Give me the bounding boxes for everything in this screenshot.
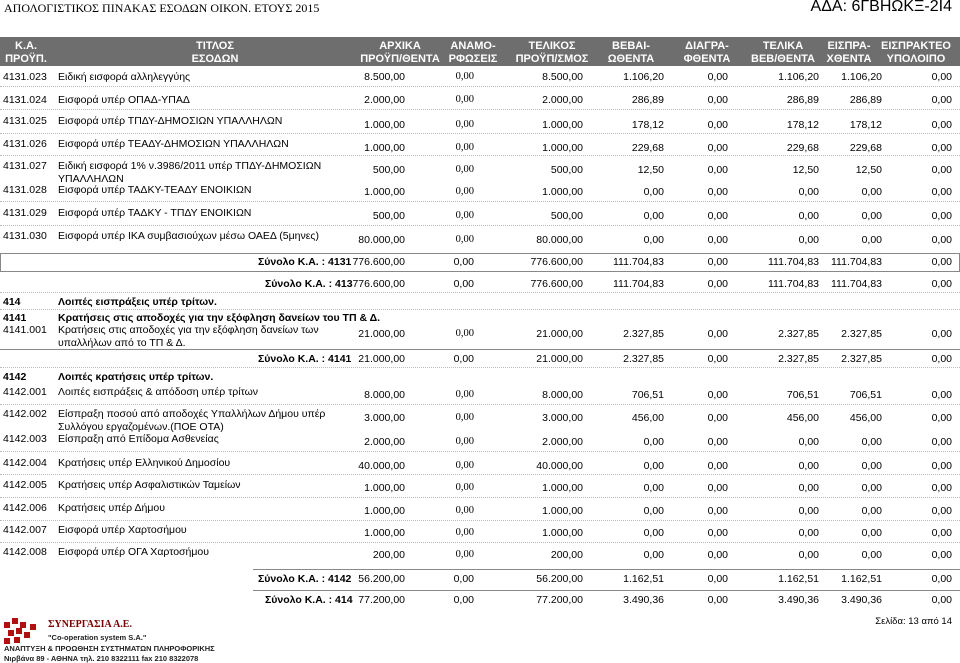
- amount-cell: 0,00: [455, 71, 474, 82]
- amount-cell: 0,00: [861, 482, 882, 494]
- amount-cell: 111.704,83: [831, 278, 882, 290]
- row-description: Κρατήσεις στις αποδοχές για την εξόφληση δανείων του ΤΠ & Δ.: [58, 312, 381, 324]
- row-description: Κρατήσεις υπέρ Ασφαλιστικών Ταμείων: [58, 479, 241, 491]
- amount-cell: 8.000,00: [542, 389, 583, 401]
- amount-cell: 178,12: [849, 119, 882, 131]
- amount-cell: 56.200,00: [536, 573, 583, 585]
- row-description: Κρατήσεις στις αποδοχές για την εξόφληση δανείων των: [58, 324, 319, 336]
- amount-cell: 0,00: [931, 278, 952, 290]
- amount-cell: 0,00: [707, 234, 728, 246]
- amount-cell: 111.704,83: [768, 256, 819, 268]
- amount-cell: 8.000,00: [364, 389, 405, 401]
- account-code: 4131.025: [3, 115, 47, 127]
- amount-cell: 0,00: [931, 234, 952, 246]
- amount-cell: 0,00: [455, 412, 474, 423]
- company-logo-icon: [4, 614, 40, 644]
- amount-cell: 0,00: [931, 527, 952, 539]
- row-description: Ειδική εισφορά 1% ν.3986/2011 υπέρ ΤΠΔΥ-ΔΗΜΟΣΙΩΝ: [58, 160, 322, 172]
- amount-cell: 1.000,00: [364, 186, 405, 198]
- amount-cell: 2.327,85: [778, 328, 819, 340]
- account-code: 4142.005: [3, 479, 47, 491]
- amount-cell: 0,00: [931, 505, 952, 517]
- row-description: Είσπραξη ποσού από αποδοχές Υπαλλήλων Δήμου υπέρ: [58, 408, 326, 420]
- amount-cell: 12,50: [637, 164, 664, 176]
- amount-cell: 0,00: [707, 164, 728, 176]
- amount-cell: 8.500,00: [364, 71, 405, 83]
- amount-cell: 1.000,00: [542, 482, 583, 494]
- amount-cell: 0,00: [707, 210, 728, 222]
- amount-cell: 776.600,00: [352, 256, 405, 268]
- amount-cell: 0,00: [931, 573, 952, 585]
- amount-cell: 1.000,00: [364, 482, 405, 494]
- amount-cell: 0,00: [453, 594, 474, 606]
- amount-cell: 56.200,00: [358, 573, 405, 585]
- amount-cell: 0,00: [931, 436, 952, 448]
- amount-cell: 0,00: [798, 549, 819, 561]
- amount-cell: 706,51: [786, 389, 819, 401]
- amount-cell: 229,68: [631, 142, 664, 154]
- amount-cell: 1.000,00: [364, 142, 405, 154]
- amount-cell: 0,00: [798, 436, 819, 448]
- document-title: ΑΠΟΛΟΓΙΣΤΙΚΟΣ ΠΙΝΑΚΑΣ ΕΣΟΔΩΝ ΟΙΚΟΝ. ΕΤΟΥΣ 2015: [4, 1, 320, 15]
- row-description: Εισφορά υπέρ ΤΕΑΔΥ-ΔΗΜΟΣΙΩΝ ΥΠΑΛΛΗΛΩΝ: [58, 138, 289, 150]
- amount-cell: 8.500,00: [542, 71, 583, 83]
- amount-cell: 706,51: [849, 389, 882, 401]
- amount-cell: 0,00: [707, 573, 728, 585]
- amount-cell: 776.600,00: [530, 256, 583, 268]
- amount-cell: 0,00: [798, 505, 819, 517]
- amount-cell: 111.704,83: [613, 256, 664, 268]
- row-description: Συλλόγου εργαζομένων.(ΠΟΕ ΟΤΑ): [58, 421, 224, 433]
- amount-cell: 0,00: [455, 94, 474, 105]
- amount-cell: 0,00: [707, 71, 728, 83]
- amount-cell: 0,00: [931, 186, 952, 198]
- amount-cell: 0,00: [861, 186, 882, 198]
- amount-cell: 0,00: [455, 505, 474, 516]
- amount-cell: 0,00: [643, 436, 664, 448]
- account-code: 4141: [3, 312, 27, 324]
- amount-cell: 456,00: [786, 412, 819, 424]
- amount-cell: 0,00: [707, 549, 728, 561]
- amount-cell: 0,00: [931, 460, 952, 472]
- amount-cell: 0,00: [931, 164, 952, 176]
- amount-cell: 0,00: [707, 482, 728, 494]
- amount-cell: 0,00: [931, 594, 952, 606]
- amount-cell: 2.327,85: [841, 328, 882, 340]
- table-header: [0, 37, 960, 66]
- account-code: 4131.029: [3, 207, 47, 219]
- amount-cell: 0,00: [798, 186, 819, 198]
- amount-cell: 3.490,36: [778, 594, 819, 606]
- amount-cell: 1.106,20: [623, 71, 664, 83]
- row-description: Σύνολο Κ.Α. : 413: [265, 278, 353, 290]
- row-description: Εισφορά υπέρ ΤΑΔΚΥ-ΤΕΑΔΥ ΕΝΟΙΚΙΩΝ: [58, 184, 252, 196]
- amount-cell: 0,00: [707, 142, 728, 154]
- amount-cell: 80.000,00: [536, 234, 583, 246]
- col-header-final-certified: ΤΕΛΙΚΑ ΒΕΒ/ΘΕΝΤΑ: [751, 40, 815, 65]
- amount-cell: 0,00: [643, 460, 664, 472]
- amount-cell: 0,00: [707, 505, 728, 517]
- amount-cell: 0,00: [931, 482, 952, 494]
- amount-cell: 2.327,85: [841, 353, 882, 365]
- company-address: Νιρβάνα 89 - ΑΘΗΝΑ τηλ. 210 8322111 fax 210 8322078: [4, 654, 199, 663]
- amount-cell: 0,00: [861, 436, 882, 448]
- account-code: 4131.027: [3, 160, 47, 172]
- row-description: Λοιπές εισπράξεις & απόδοση υπέρ τρίτων: [58, 386, 259, 398]
- page-number: Σελίδα: 13 από 14: [875, 616, 952, 627]
- amount-cell: 1.000,00: [364, 505, 405, 517]
- amount-cell: 3.000,00: [364, 412, 405, 424]
- amount-cell: 0,00: [455, 142, 474, 153]
- amount-cell: 2.327,85: [778, 353, 819, 365]
- amount-cell: 0,00: [643, 234, 664, 246]
- amount-cell: 0,00: [643, 482, 664, 494]
- amount-cell: 0,00: [861, 460, 882, 472]
- amount-cell: 2.327,85: [623, 328, 664, 340]
- account-code: 4142.001: [3, 386, 47, 398]
- account-code: 4141.001: [3, 324, 47, 336]
- amount-cell: 1.000,00: [364, 119, 405, 131]
- amount-cell: 286,89: [631, 94, 664, 106]
- col-header-certified: ΒΕΒΑΙ- ΩΘΕΝΤΑ: [607, 40, 655, 65]
- amount-cell: 200,00: [550, 549, 583, 561]
- amount-cell: 1.000,00: [542, 527, 583, 539]
- amount-cell: 0,00: [707, 328, 728, 340]
- amount-cell: 0,00: [455, 389, 474, 400]
- amount-cell: 21.000,00: [358, 353, 405, 365]
- account-code: 4142.004: [3, 457, 47, 469]
- amount-cell: 0,00: [931, 412, 952, 424]
- row-description: Εισφορά υπέρ ΤΑΔΚΥ - ΤΠΔΥ ΕΝΟΙΚΙΩΝ: [58, 207, 252, 219]
- amount-cell: 12,50: [792, 164, 819, 176]
- amount-cell: 456,00: [849, 412, 882, 424]
- amount-cell: 21.000,00: [536, 353, 583, 365]
- col-header-initial: ΑΡΧΙΚΑ ΠΡΟΫΠ/ΘΕΝΤΑ: [360, 40, 440, 65]
- amount-cell: 0,00: [931, 119, 952, 131]
- amount-cell: 0,00: [861, 234, 882, 246]
- amount-cell: 1.106,20: [778, 71, 819, 83]
- amount-cell: 1.106,20: [841, 71, 882, 83]
- amount-cell: 0,00: [643, 505, 664, 517]
- amount-cell: 40.000,00: [536, 460, 583, 472]
- account-code: 4131.030: [3, 230, 47, 242]
- amount-cell: 706,51: [631, 389, 664, 401]
- amount-cell: 0,00: [798, 234, 819, 246]
- amount-cell: 111.704,83: [768, 278, 819, 290]
- account-code: 4142.006: [3, 502, 47, 514]
- row-description: Λοιπές κρατήσεις υπέρ τρίτων.: [58, 371, 214, 383]
- amount-cell: 1.000,00: [542, 505, 583, 517]
- amount-cell: 286,89: [849, 94, 882, 106]
- row-description: ΥΠΑΛΛΗΛΩΝ: [58, 173, 124, 185]
- amount-cell: 776.600,00: [352, 278, 405, 290]
- row-description: Σύνολο Κ.Α. : 4141: [258, 353, 352, 365]
- amount-cell: 0,00: [861, 210, 882, 222]
- amount-cell: 0,00: [931, 353, 952, 365]
- amount-cell: 0,00: [707, 256, 728, 268]
- amount-cell: 229,68: [849, 142, 882, 154]
- amount-cell: 2.327,85: [623, 353, 664, 365]
- amount-cell: 2.000,00: [364, 94, 405, 106]
- amount-cell: 0,00: [861, 549, 882, 561]
- amount-cell: 1.162,51: [778, 573, 819, 585]
- amount-cell: 77.200,00: [536, 594, 583, 606]
- row-description: Κρατήσεις υπέρ Δήμου: [58, 502, 165, 514]
- amount-cell: 0,00: [455, 460, 474, 471]
- account-code: 4131.028: [3, 184, 47, 196]
- row-description: Κρατήσεις υπέρ Ελληνικού Δημοσίου: [58, 457, 231, 469]
- amount-cell: 1.000,00: [364, 527, 405, 539]
- amount-cell: 0,00: [455, 164, 474, 175]
- amount-cell: 0,00: [931, 328, 952, 340]
- amount-cell: 0,00: [455, 549, 474, 560]
- amount-cell: 2.000,00: [542, 94, 583, 106]
- row-description: Είσπραξη από Επίδομα Ασθενείας: [58, 433, 219, 445]
- row-description: υπαλλήλων από το ΤΠ & Δ.: [58, 337, 186, 349]
- amount-cell: 0,00: [453, 256, 474, 268]
- amount-cell: 0,00: [455, 328, 474, 339]
- amount-cell: 2.000,00: [364, 436, 405, 448]
- col-header-code: Κ.Α. ΠΡΟΫΠ.: [5, 40, 47, 65]
- amount-cell: 0,00: [707, 594, 728, 606]
- amount-cell: 3.000,00: [542, 412, 583, 424]
- amount-cell: 500,00: [372, 210, 405, 222]
- amount-cell: 0,00: [707, 278, 728, 290]
- amount-cell: 0,00: [643, 549, 664, 561]
- page-footer: [0, 600, 960, 663]
- amount-cell: 178,12: [786, 119, 819, 131]
- ada-code: ΑΔΑ: 6ΓΒΗΩΚΞ-2Ι4: [810, 0, 952, 15]
- row-description: Ειδική εισφορά αλληλεγγύης: [58, 71, 191, 83]
- company-description: ΑΝΑΠΤΥΞΗ & ΠΡΟΩΘΗΣΗ ΣΥΣΤΗΜΑΤΩΝ ΠΛΗΡΟΦΟΡΙΚΗΣ: [4, 644, 215, 653]
- amount-cell: 0,00: [798, 460, 819, 472]
- amount-cell: 0,00: [931, 94, 952, 106]
- company-name: ΣΥΝΕΡΓΑΣΙΑ Α.Ε.: [48, 619, 132, 630]
- amount-cell: 0,00: [455, 234, 474, 245]
- col-header-final-budget: ΤΕΛΙΚΟΣ ΠΡΟΫΠ/ΣΜΟΣ: [515, 40, 589, 65]
- account-code: 4142: [3, 371, 27, 383]
- row-description: Σύνολο Κ.Α. : 4131: [258, 256, 352, 268]
- amount-cell: 0,00: [861, 527, 882, 539]
- company-english-name: "Co-operation system S.A.": [48, 633, 147, 642]
- amount-cell: 0,00: [931, 549, 952, 561]
- amount-cell: 21.000,00: [358, 328, 405, 340]
- amount-cell: 229,68: [786, 142, 819, 154]
- col-header-amendments: ΑΝΑΜΟ- ΡΦΩΣΕΙΣ: [448, 40, 498, 65]
- amount-cell: 200,00: [372, 549, 405, 561]
- account-code: 4131.024: [3, 94, 47, 106]
- amount-cell: 500,00: [550, 164, 583, 176]
- amount-cell: 0,00: [707, 436, 728, 448]
- amount-cell: 111.704,83: [831, 256, 882, 268]
- amount-cell: 0,00: [455, 436, 474, 447]
- amount-cell: 0,00: [707, 389, 728, 401]
- amount-cell: 0,00: [707, 186, 728, 198]
- amount-cell: 0,00: [931, 256, 952, 268]
- amount-cell: 1.162,51: [841, 573, 882, 585]
- amount-cell: 0,00: [643, 210, 664, 222]
- amount-cell: 1.162,51: [623, 573, 664, 585]
- amount-cell: 12,50: [855, 164, 882, 176]
- amount-cell: 3.490,36: [623, 594, 664, 606]
- amount-cell: 0,00: [931, 142, 952, 154]
- amount-cell: 178,12: [631, 119, 664, 131]
- account-code: 4142.008: [3, 546, 47, 558]
- amount-cell: 500,00: [372, 164, 405, 176]
- amount-cell: 21.000,00: [536, 328, 583, 340]
- amount-cell: 0,00: [707, 412, 728, 424]
- amount-cell: 0,00: [798, 210, 819, 222]
- amount-cell: 77.200,00: [358, 594, 405, 606]
- amount-cell: 0,00: [455, 482, 474, 493]
- amount-cell: 286,89: [786, 94, 819, 106]
- row-description: Εισφορά υπέρ ΤΠΔΥ-ΔΗΜΟΣΙΩΝ ΥΠΑΛΛΗΛΩΝ: [58, 115, 283, 127]
- row-description: Εισφορά υπέρ ΟΠΑΔ-ΥΠΑΔ: [58, 94, 190, 106]
- amount-cell: 0,00: [455, 210, 474, 221]
- amount-cell: 776.600,00: [530, 278, 583, 290]
- amount-cell: 0,00: [455, 186, 474, 197]
- col-header-receivable: ΕΙΣΠΡΑΚΤΕΟ ΥΠΟΛΟΙΠΟ: [881, 40, 951, 65]
- amount-cell: 0,00: [455, 527, 474, 538]
- amount-cell: 1.000,00: [542, 142, 583, 154]
- amount-cell: 0,00: [798, 482, 819, 494]
- amount-cell: 0,00: [861, 505, 882, 517]
- amount-cell: 1.000,00: [542, 119, 583, 131]
- row-description: Εισφορά υπέρ ΟΓΑ Χαρτοσήμου: [58, 546, 209, 558]
- amount-cell: 0,00: [707, 527, 728, 539]
- row-description: Σύνολο Κ.Α. : 4142: [258, 573, 352, 585]
- amount-cell: 2.000,00: [542, 436, 583, 448]
- amount-cell: 500,00: [550, 210, 583, 222]
- account-code: 4131.026: [3, 138, 47, 150]
- col-header-title: ΤΙΤΛΟΣ ΕΣΟΔΩΝ: [191, 40, 239, 65]
- amount-cell: 0,00: [707, 460, 728, 472]
- account-code: 4142.003: [3, 433, 47, 445]
- amount-cell: 80.000,00: [358, 234, 405, 246]
- account-code: 4142.002: [3, 408, 47, 420]
- amount-cell: 0,00: [707, 119, 728, 131]
- amount-cell: 0,00: [453, 278, 474, 290]
- amount-cell: 0,00: [455, 119, 474, 130]
- col-header-collected: ΕΙΣΠΡΑ- ΧΘΕΝΤΑ: [826, 40, 872, 65]
- amount-cell: 0,00: [453, 353, 474, 365]
- amount-cell: 0,00: [643, 527, 664, 539]
- amount-cell: 1.000,00: [542, 186, 583, 198]
- amount-cell: 0,00: [453, 573, 474, 585]
- amount-cell: 0,00: [707, 94, 728, 106]
- amount-cell: 456,00: [631, 412, 664, 424]
- amount-cell: 3.490,36: [841, 594, 882, 606]
- row-description: Λοιπές εισπράξεις υπέρ τρίτων.: [58, 296, 217, 308]
- amount-cell: 0,00: [931, 210, 952, 222]
- row-description: Εισφορά υπέρ ΙΚΑ συμβασιούχων μέσω ΟΑΕΔ (5μηνες): [58, 230, 319, 242]
- account-code: 4131.023: [3, 71, 47, 83]
- amount-cell: 40.000,00: [358, 460, 405, 472]
- account-code: 4142.007: [3, 524, 47, 536]
- col-header-deleted: ΔΙΑΓΡΑ- ΦΘΕΝΤΑ: [683, 40, 731, 65]
- amount-cell: 0,00: [798, 527, 819, 539]
- amount-cell: 0,00: [707, 353, 728, 365]
- amount-cell: 0,00: [931, 71, 952, 83]
- amount-cell: 111.704,83: [613, 278, 664, 290]
- row-description: Σύνολο Κ.Α. : 414: [265, 594, 353, 606]
- row-description: Εισφορά υπέρ Χαρτοσήμου: [58, 524, 187, 536]
- account-code: 414: [3, 296, 21, 308]
- amount-cell: 0,00: [643, 186, 664, 198]
- amount-cell: 0,00: [931, 389, 952, 401]
